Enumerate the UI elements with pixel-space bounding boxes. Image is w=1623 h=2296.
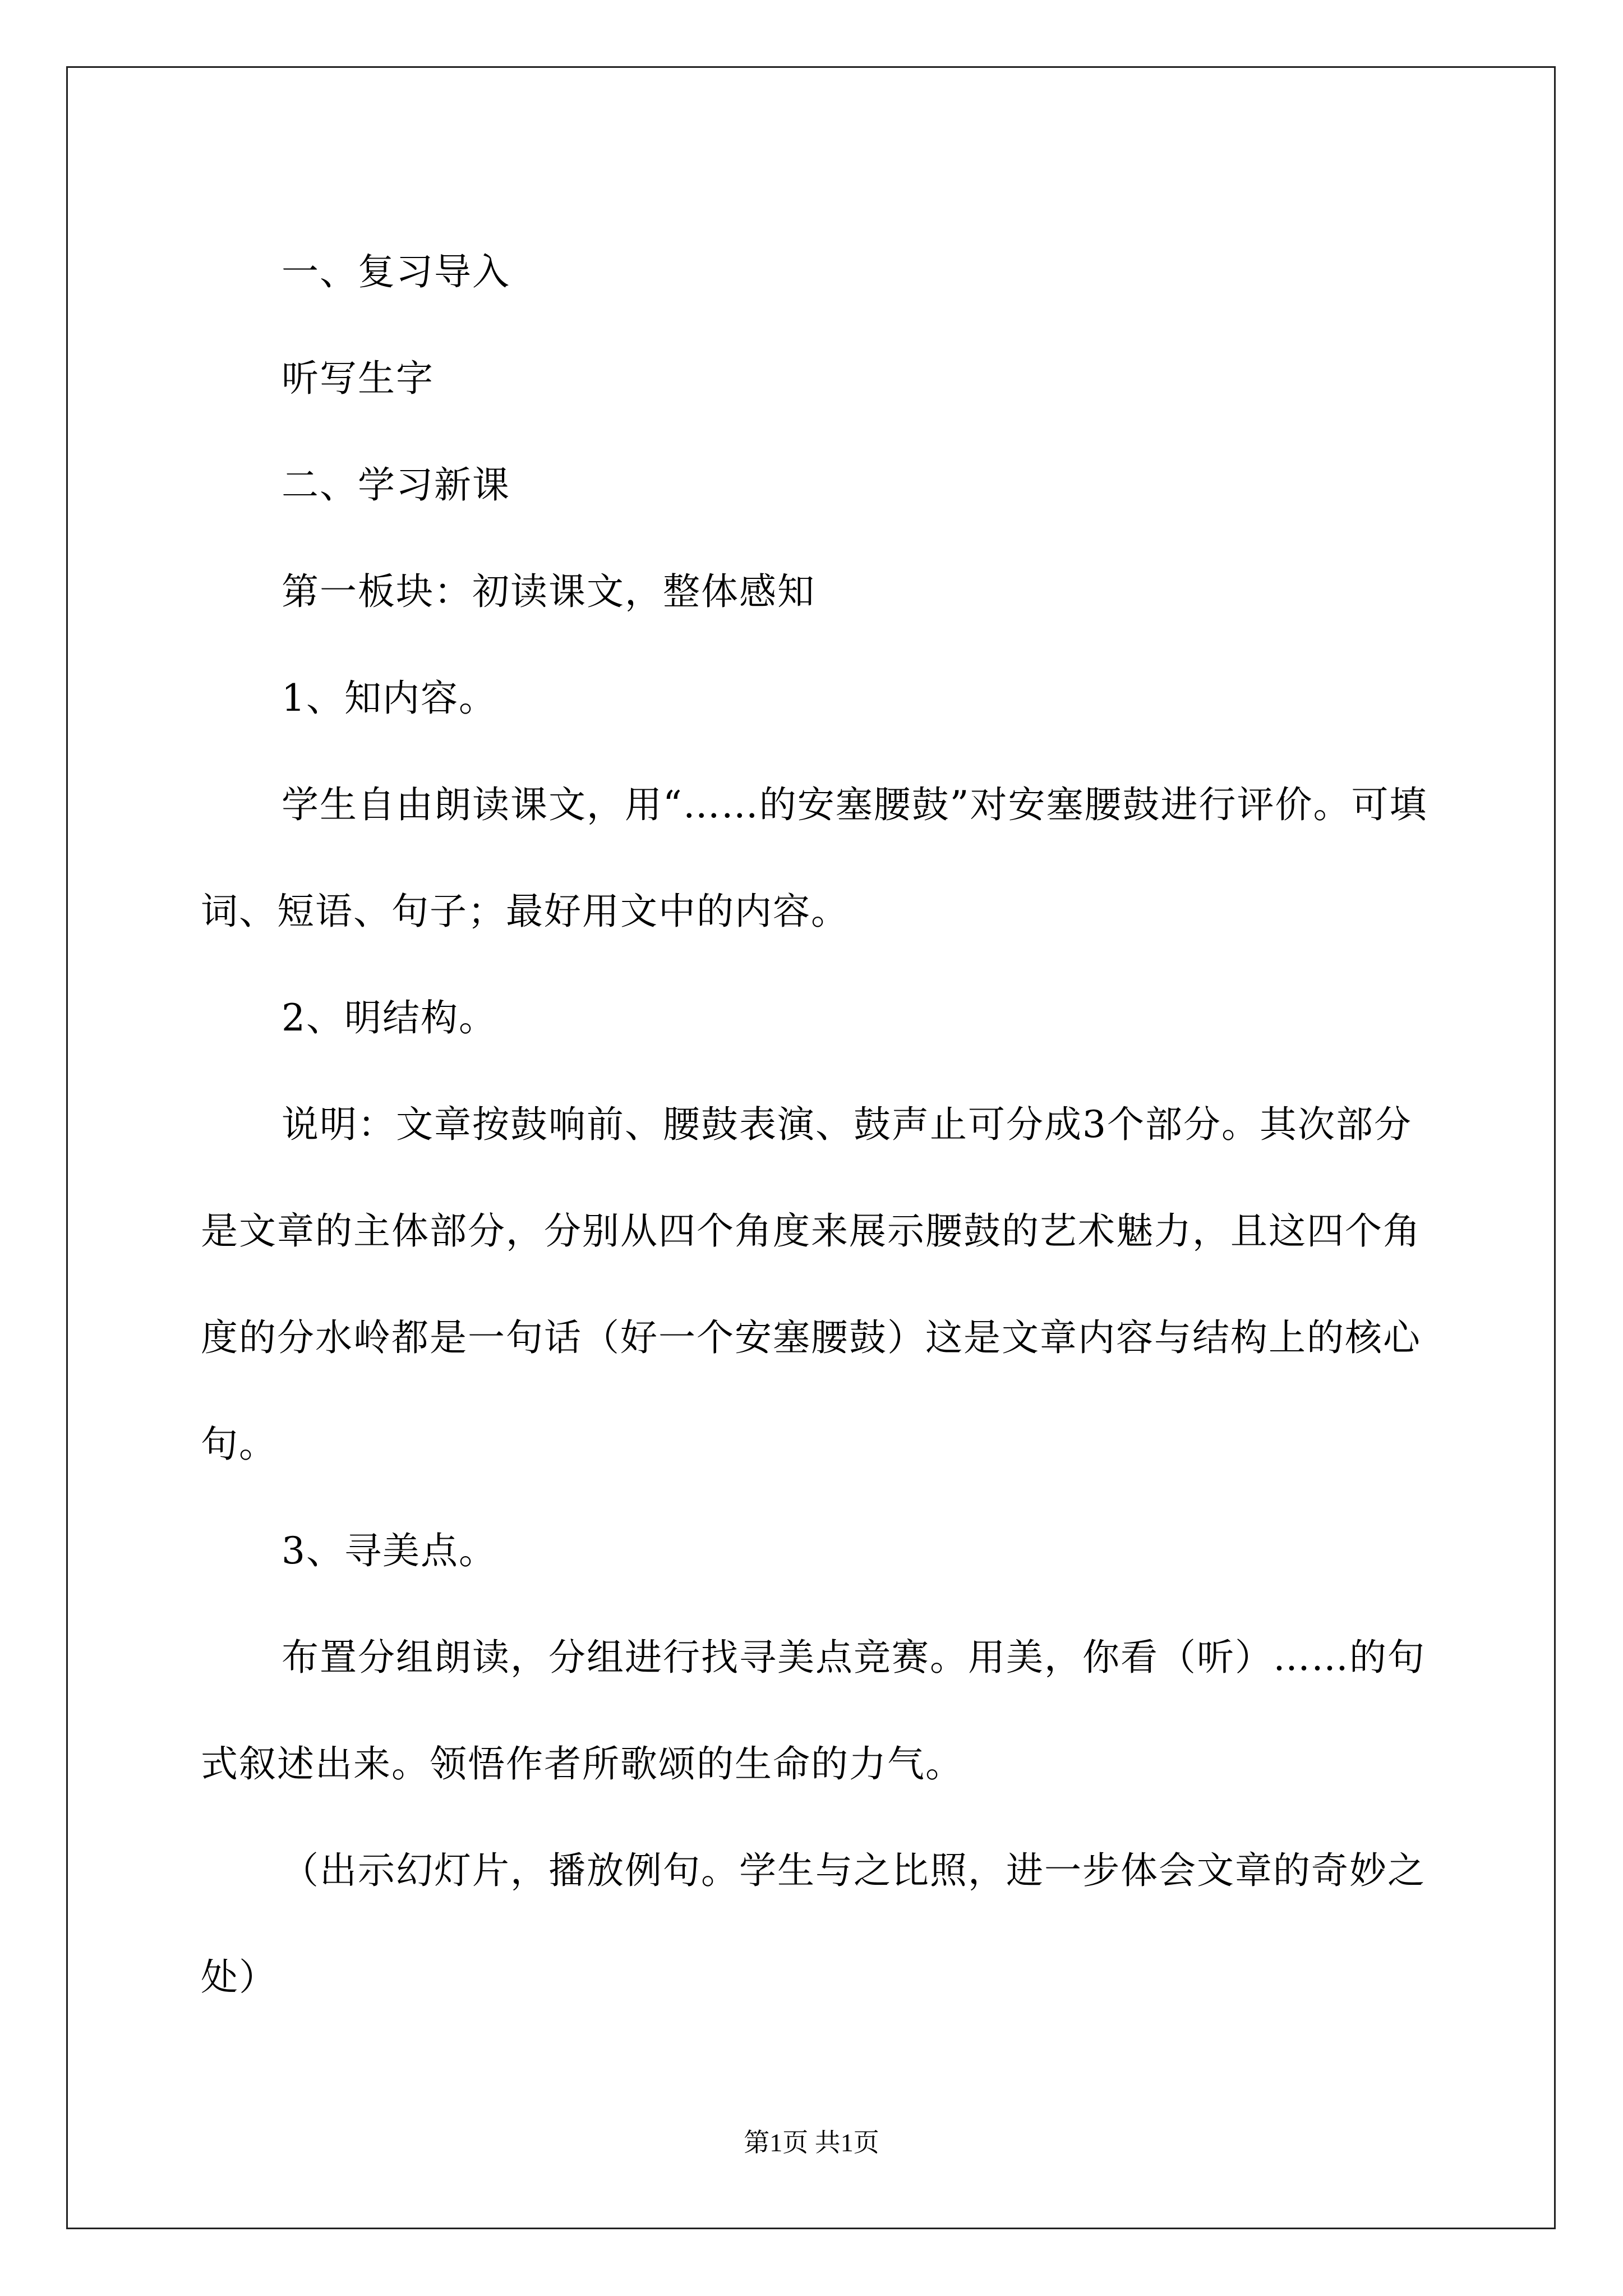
heading-new-lesson: 二、学习新课 xyxy=(282,463,510,507)
paragraph-reading-task: 学生自由朗读课文，用“……的安塞腰鼓”对安塞腰鼓进行评价。可填词、短语、句子；最好用文中的内容。 xyxy=(201,783,1428,933)
heading-review-intro: 一、复习导入 xyxy=(282,250,510,293)
subheading-structure: 2、明结构。 xyxy=(282,996,497,1039)
subheading-content: 1、知内容。 xyxy=(282,677,497,720)
document-body xyxy=(201,219,1435,2031)
heading-section-one: 第一板块：初读课文，整体感知 xyxy=(282,570,815,613)
paragraph-dictation: 听写生字 xyxy=(282,357,434,400)
page-footer: 第1页 共1页 xyxy=(744,2128,879,2157)
paragraph-structure-explanation: 说明：文章按鼓响前、腰鼓表演、鼓声止可分成3个部分。其次部分是文章的主体部分，分别从四个角度来展示腰鼓的艺术魅力，且这四个角度的分水岭都是一句话（好一个安塞腰鼓）这是文章内容与结构上的核心句。 xyxy=(201,1103,1421,1466)
paragraph-group-reading: 布置分组朗读，分组进行找寻美点竞赛。用美，你看（听）……的句式叙述出来。领悟作者所歌颂的生命的力气。 xyxy=(201,1636,1426,1786)
subheading-beauty-points: 3、寻美点。 xyxy=(282,1529,497,1572)
paragraph-slideshow-note: （出示幻灯片，播放例句。学生与之比照，进一步体会文章的奇妙之处） xyxy=(201,1849,1426,1999)
